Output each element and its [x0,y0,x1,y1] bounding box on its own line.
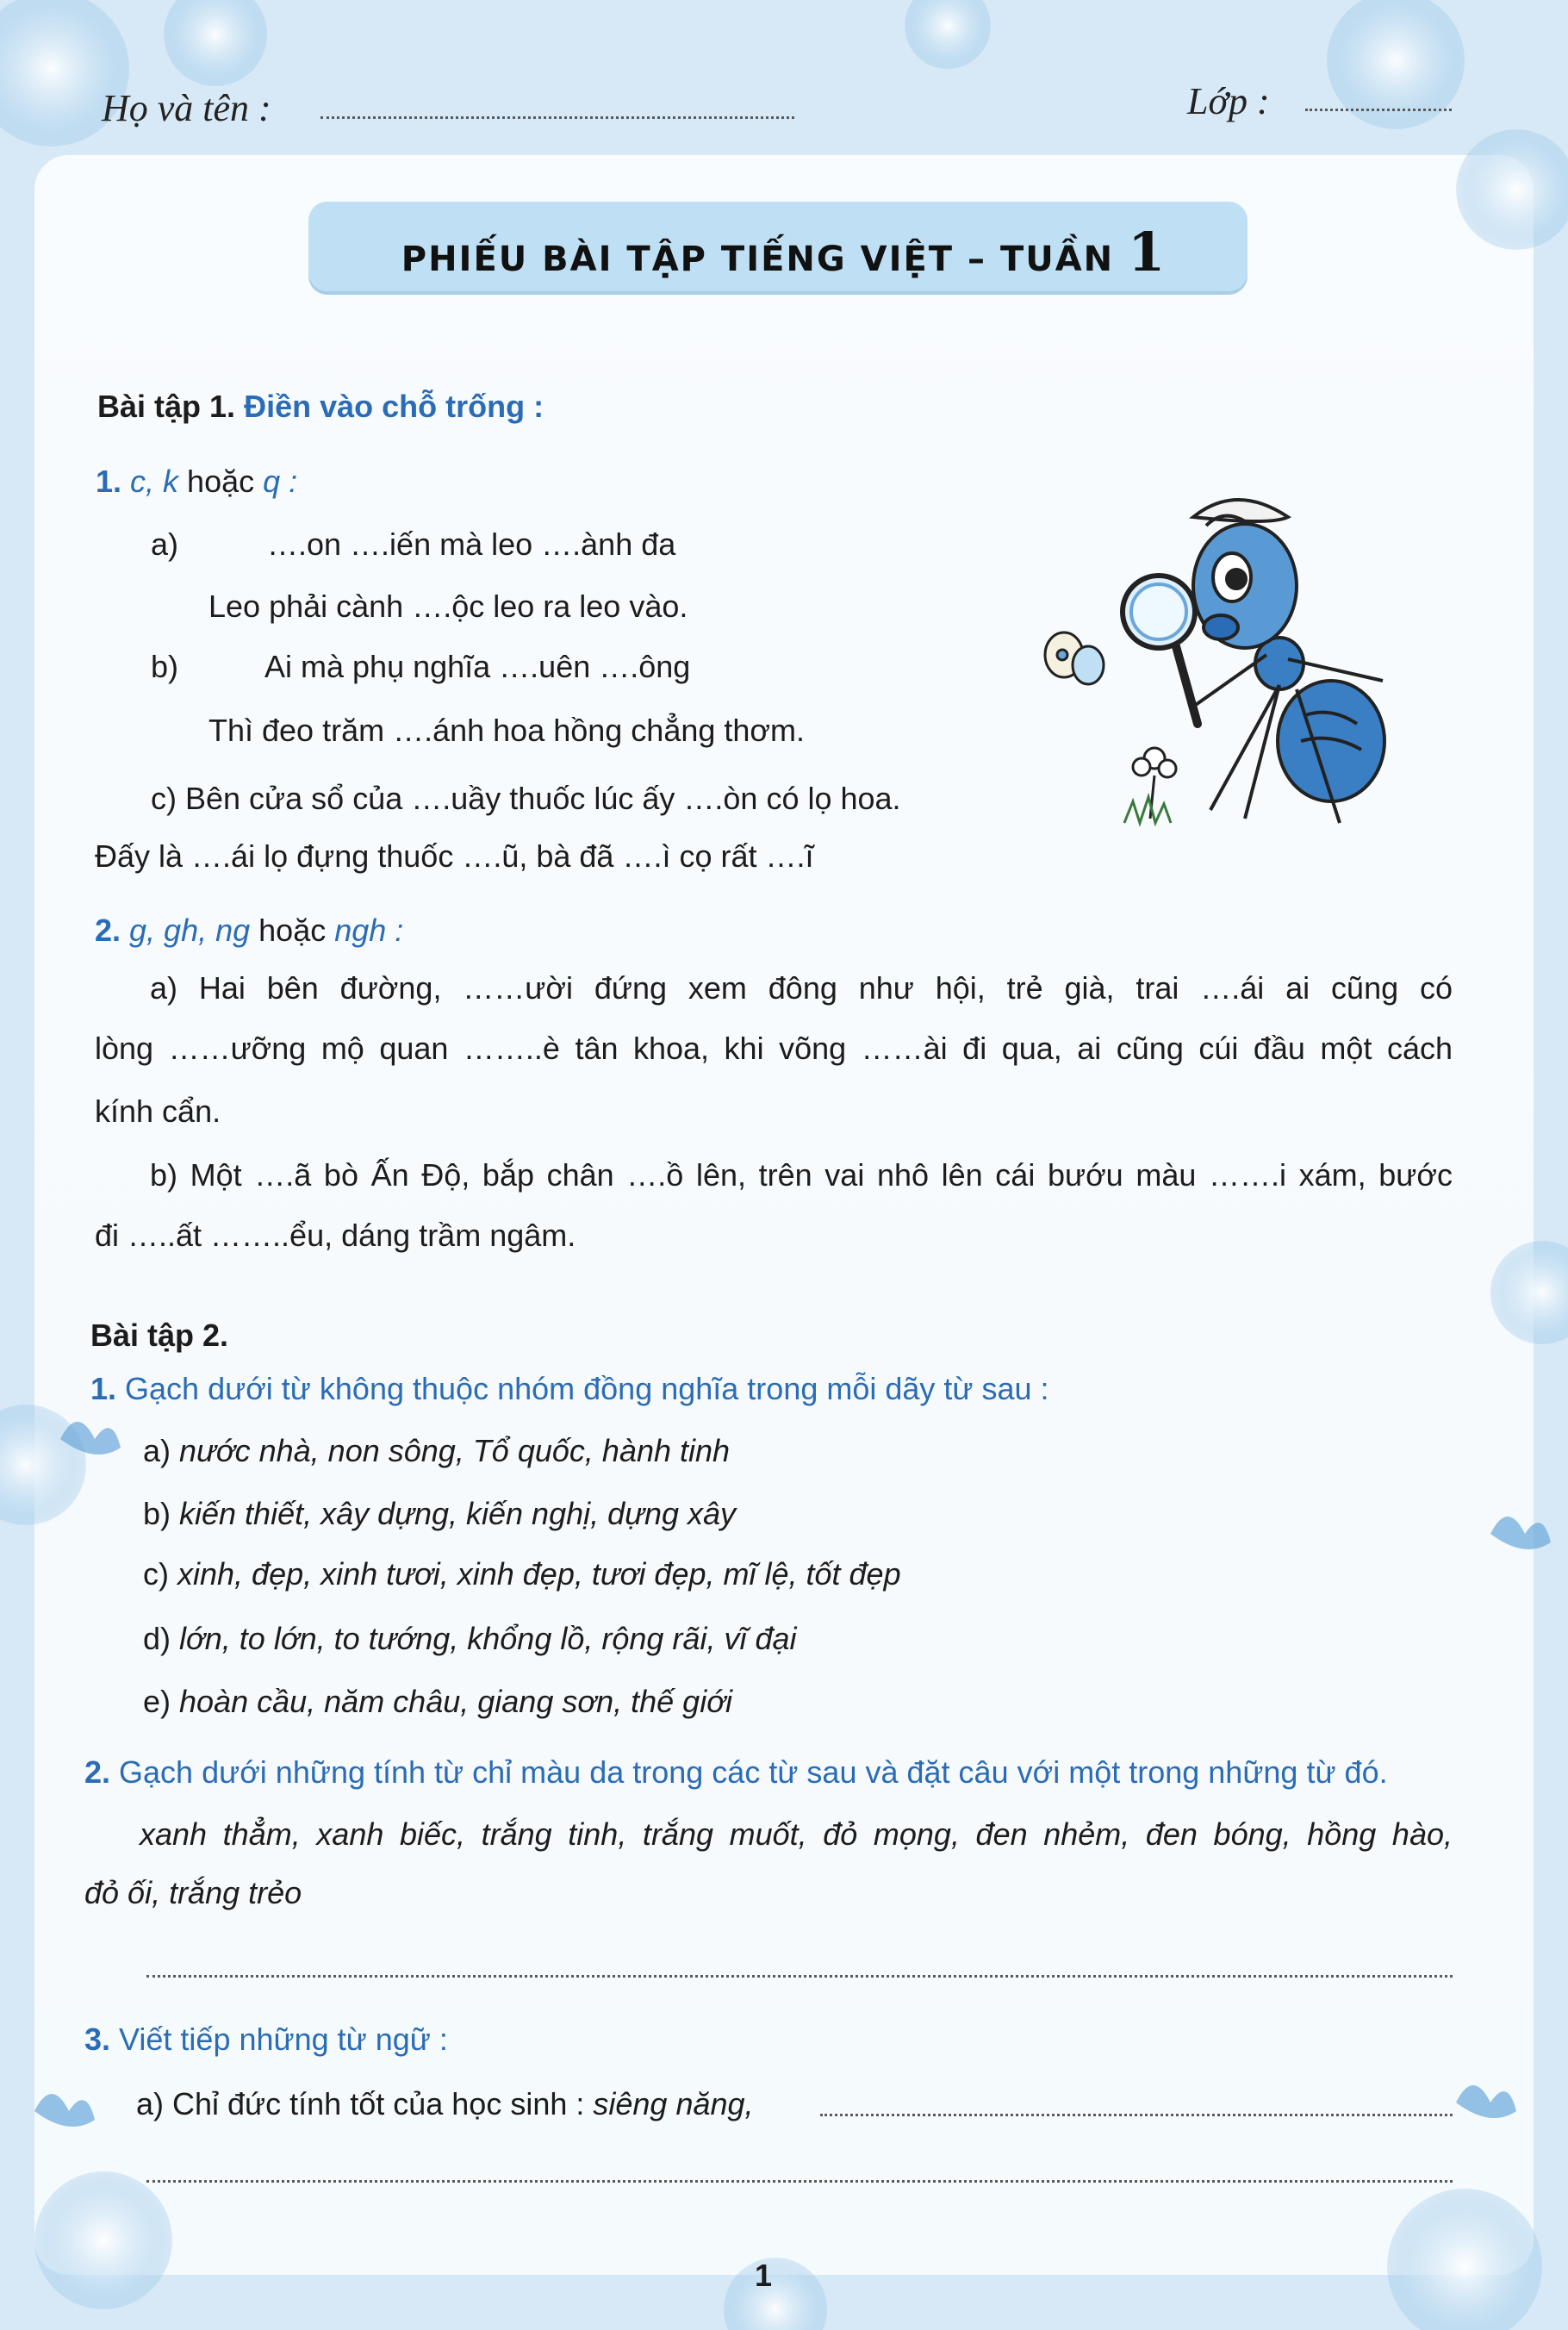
ex1-q2-b-line1[interactable]: b) Một ….ã bò Ấn Độ, bắp chân ….ồ lên, trên vai nhô lên cái bướu màu …….i xám, bước [150,1157,1453,1193]
ex2-q1-item-e[interactable]: e) hoàn cầu, năm châu, giang sơn, thế giới [143,1684,732,1719]
ex2-q1-label: 1. Gạch dưới từ không thuộc nhóm đồng nghĩa trong mỗi dãy từ sau : [90,1371,1049,1406]
name-field[interactable] [320,116,794,119]
page-number: 1 [755,2258,773,2293]
ex1-q2-a-line3: kính cẩn. [95,1093,221,1129]
ant-with-magnifier-illustration [1021,483,1409,844]
ex1-q2-a-line1[interactable]: a) Hai bên đường, ……ười đứng xem đông như hội, trẻ già, trai ….ái ai cũng có [150,970,1453,1006]
ex1-q1-a-line1[interactable]: ….on ….iến mà leo ….ành đa [267,526,676,562]
flower-icon [1124,748,1176,823]
name-label: Họ và tên : [102,87,271,129]
ex2-q1-item-c[interactable]: c) xinh, đẹp, xinh tươi, xinh đẹp, tươi đẹp, mĩ lệ, tốt đẹp [143,1556,901,1592]
ant-icon [1193,500,1384,823]
week-number: 1 [1128,221,1167,283]
ex2-q3-a: a) Chỉ đức tính tốt của học sinh : siêng năng, [136,2086,754,2121]
ex1-q1-b-line2[interactable]: Thì đeo trăm ….ánh hoa hồng chẳng thơm. [208,713,806,748]
ex1-q1-b-line1[interactable]: Ai mà phụ nghĩa ….uên ….ông [264,649,691,684]
ex2-q2-label: 2. Gạch dưới những tính từ chỉ màu da trong các từ sau và đặt câu với một trong những từ đó. [84,1754,1388,1790]
exercise-2-heading: Bài tập 2. [90,1318,229,1353]
ex1-q1-b-marker: b) [151,649,179,684]
ex2-q1-item-d[interactable]: d) lớn, to lớn, to tướng, khổng lồ, rộng rãi, vĩ đại [143,1621,797,1656]
ex1-q1-c-line1[interactable]: c) Bên cửa sổ của ….uầy thuốc lúc ấy ….òn có lọ hoa. [151,781,901,816]
ex1-q1-a-line2[interactable]: Leo phải cành ….ộc leo ra leo vào. [208,589,688,624]
class-field[interactable] [1305,109,1452,111]
page-title: PHIẾU BÀI TẬP TIẾNG VIỆT – TUẦN 1 [401,221,1167,283]
ex1-q2-label: 2. g, gh, ng hoặc ngh : [95,913,404,948]
ex1-q1-c-line2[interactable]: Đấy là ….ái lọ đựng thuốc ….ũ, bà đã ….ì cọ rất ….ĩ [95,838,814,874]
ex2-q3-a-answer-line-1[interactable] [820,2114,1453,2116]
ex2-q1-item-b[interactable]: b) kiến thiết, xây dựng, kiến nghị, dựng xây [143,1496,737,1531]
exercise-1-heading: Bài tập 1. Điền vào chỗ trống : [97,389,544,424]
ex2-q3-label: 3. Viết tiếp những từ ngữ : [84,2022,448,2057]
ex2-q1-item-a[interactable]: a) nước nhà, non sông, Tổ quốc, hành tinh [143,1433,731,1468]
ex2-q3-a-answer-line-2[interactable] [146,2180,1453,2183]
ex1-q1-a-marker: a) [151,526,179,562]
ex2-q2-answer-line[interactable] [146,1975,1453,1978]
ex1-q2-b-line2[interactable]: đi …..ất ……..ểu, dáng trầm ngâm. [95,1218,576,1253]
ex2-q2-words-line1[interactable]: xanh thẳm, xanh biếc, trắng tinh, trắng muốt, đỏ mọng, đen nhẻm, đen bóng, hồng hào, [140,1816,1453,1852]
ex2-q2-words-line2[interactable]: đỏ ối, trắng trẻo [84,1875,302,1910]
butterfly-icon [1045,632,1104,684]
class-label: Lớp : [1187,80,1270,122]
ex1-q2-a-line2[interactable]: lòng ……ưỡng mộ quan ……..è tân khoa, khi võng ……ài đi qua, ai cũng cúi đầu một cách [95,1031,1453,1066]
magnifier-icon [1123,576,1198,724]
ex1-q1-label: 1. c, k hoặc q : [96,464,298,499]
